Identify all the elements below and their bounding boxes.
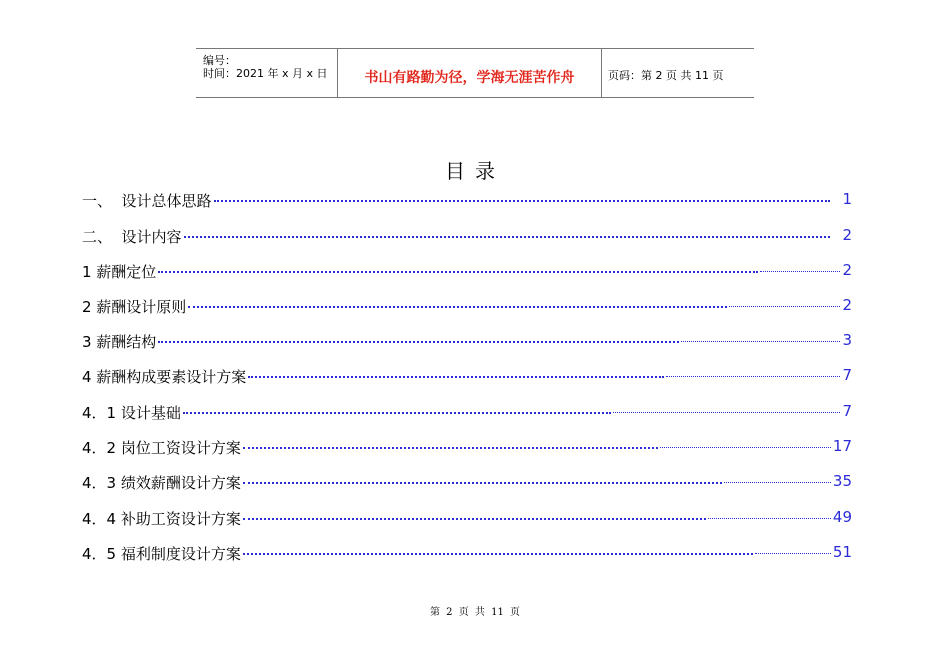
toc-dot-leader <box>243 518 706 520</box>
toc-dot-leader <box>248 376 664 378</box>
toc-entry-label: 4．2 岗位工资设计方案 <box>82 439 241 457</box>
toc-dot-leader-tail <box>755 553 831 554</box>
toc-entry-label: 4．1 设计基础 <box>82 404 181 422</box>
header-motto: 书山有路勤为径，学海无涯苦作舟 <box>364 70 575 86</box>
header-time-label: 时间：2021 年 x 月 x 日 <box>203 67 328 80</box>
toc-entry-page: 2 <box>842 296 852 314</box>
toc-dot-leader <box>183 412 611 414</box>
toc-dot-leader-tail <box>660 447 831 448</box>
toc-entry-label: 4．3 绩效薪酬设计方案 <box>82 474 241 492</box>
toc-dot-leader-tail <box>729 306 840 307</box>
toc-dot-leader <box>158 271 758 273</box>
toc-entry-page: 7 <box>842 402 852 420</box>
toc-entry-page: 3 <box>842 331 852 349</box>
header-motto-cell <box>338 49 602 97</box>
toc-dot-leader <box>214 200 830 202</box>
toc-entry-page: 2 <box>842 261 852 279</box>
toc-dot-leader-tail <box>708 518 831 519</box>
header-page-cell <box>602 49 754 97</box>
toc-dot-leader <box>243 447 658 449</box>
toc-dot-leader-tail <box>613 412 840 413</box>
toc-entry-page: 35 <box>832 472 852 490</box>
toc-dot-leader <box>158 341 679 343</box>
toc-title: 目录 <box>445 159 505 183</box>
toc-dot-leader-tail <box>724 482 831 483</box>
toc-entry-page: 1 <box>842 190 852 208</box>
toc-dot-leader <box>184 236 830 238</box>
toc-entry[interactable] <box>82 402 852 424</box>
header-meta-cell <box>196 49 338 97</box>
toc-entry-page: 7 <box>842 366 852 384</box>
toc-entry-label: 一、 设计总体思路 <box>82 192 212 210</box>
toc-entry-label: 二、 设计内容 <box>82 228 182 246</box>
toc-entry[interactable] <box>82 508 852 530</box>
toc-entry-label: 4．5 福利制度设计方案 <box>82 545 241 563</box>
toc-dot-leader-tail <box>760 271 840 272</box>
toc-entry-label: 2 薪酬设计原则 <box>82 298 187 316</box>
toc-entry-page: 51 <box>832 543 852 561</box>
header-page-info: 页码：第 2 页 共 11 页 <box>608 69 724 82</box>
page-footer: 第 2 页 共 11 页 <box>430 607 520 618</box>
toc-entry[interactable] <box>82 366 852 388</box>
toc-entry-label: 4．4 补助工资设计方案 <box>82 510 241 528</box>
toc-entry-label: 3 薪酬结构 <box>82 333 157 351</box>
page-header <box>196 48 754 98</box>
toc-dot-leader <box>243 482 722 484</box>
toc-entry-label: 4 薪酬构成要素设计方案 <box>82 368 247 386</box>
toc-dot-leader <box>243 553 753 555</box>
toc-entry-page: 49 <box>832 508 852 526</box>
toc-entry[interactable] <box>82 472 852 494</box>
toc-entry[interactable] <box>82 190 852 212</box>
toc-entry[interactable] <box>82 261 852 283</box>
toc-entry[interactable] <box>82 437 852 459</box>
toc-dot-leader-tail <box>666 376 840 377</box>
toc-entry-page: 2 <box>842 226 852 244</box>
toc-dot-leader <box>188 306 727 308</box>
toc-entry[interactable] <box>82 331 852 353</box>
toc-entry[interactable] <box>82 296 852 318</box>
toc-entry[interactable] <box>82 543 852 565</box>
toc-dot-leader-tail <box>681 341 840 342</box>
toc-entry-page: 17 <box>832 437 852 455</box>
toc-entry[interactable] <box>82 226 852 248</box>
toc-entry-label: 1 薪酬定位 <box>82 263 157 281</box>
header-number-label: 编号： <box>203 54 236 67</box>
